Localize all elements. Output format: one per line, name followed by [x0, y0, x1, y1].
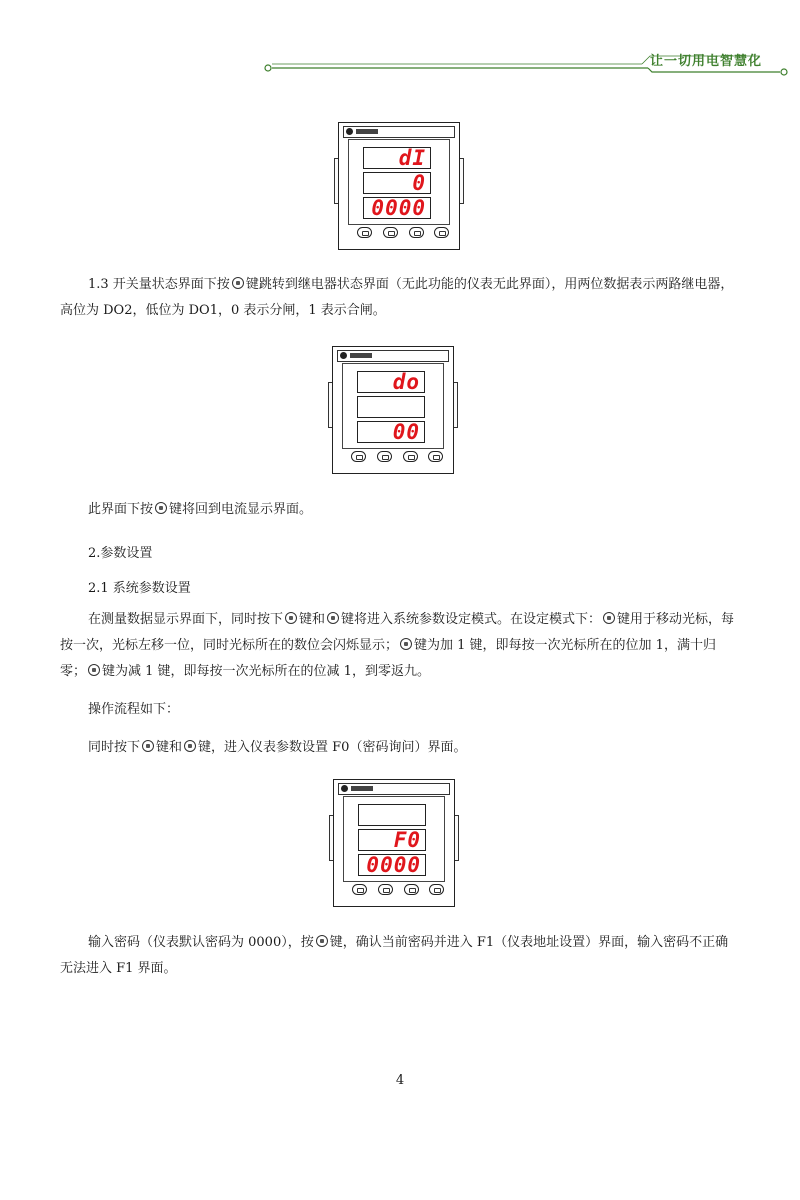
paragraph-relay-status [60, 272, 740, 324]
lcd-row-3: 0000 [358, 854, 426, 876]
paragraph-system-params [60, 607, 740, 685]
lcd-row-2: F0 [358, 829, 426, 851]
up-key-button[interactable] [378, 884, 393, 895]
text-span: 键将回到电流显示界面。 [169, 502, 313, 517]
lcd-row-3: 0000 [363, 197, 431, 219]
brand-text [356, 129, 378, 134]
meter-brand-bar [337, 350, 449, 362]
up-key-icon [383, 888, 390, 893]
left-key-icon [232, 277, 244, 289]
down-key-button[interactable] [403, 451, 418, 462]
left-key-icon [357, 888, 364, 893]
down-key-button[interactable] [409, 227, 424, 238]
meter-di-screen [338, 122, 460, 250]
paragraph-enter-f0 [60, 735, 740, 761]
enter-key-icon [434, 888, 441, 893]
down-key-icon [408, 455, 415, 460]
brand-text [351, 786, 373, 791]
meter-body [332, 346, 454, 474]
up-key-button[interactable] [383, 227, 398, 238]
down-key-button[interactable] [404, 884, 419, 895]
text-span: 键用于移动光标，每按一次，光标左移一位，同时光标所在的数位会闪烁显示； [60, 612, 735, 653]
text-span: 输入密码（仪表默认密码为 0000），按 [88, 935, 314, 950]
up-key-button[interactable] [377, 451, 392, 462]
down-key-icon [88, 664, 100, 676]
section-heading-2: 2.参数设置 [88, 546, 153, 561]
text-span: 在测量数据显示界面下，同时按下 [88, 612, 284, 627]
section-heading-2-1: 2.1 系统参数设置 [88, 581, 191, 596]
text-span: 键将进入系统参数设定模式。在设定模式下： [341, 612, 602, 627]
meter-do-screen [332, 346, 454, 474]
brand-logo-icon [346, 128, 353, 135]
enter-key-icon [155, 502, 167, 514]
meter-f0-screen [333, 779, 455, 907]
left-key-icon [603, 612, 615, 624]
left-key-button[interactable] [352, 884, 367, 895]
text-span: 1.3 开关量状态界面下按 [88, 277, 230, 292]
enter-key-icon [184, 740, 196, 752]
up-key-icon [388, 231, 395, 236]
lcd-row-1 [358, 804, 426, 826]
left-key-icon [285, 612, 297, 624]
lcd-row-1: dI [363, 147, 431, 169]
text-span: 键，进入仪表参数设置 F0（密码询问）界面。 [198, 740, 467, 755]
text-span: 键，确认当前密码并进入 F1（仪表地址设置）界面，输入密码不正确无法进入 F1 界面。 [60, 935, 729, 976]
left-key-icon [362, 231, 369, 236]
enter-key-button[interactable] [429, 884, 444, 895]
enter-key-button[interactable] [434, 227, 449, 238]
paragraph-procedure: 操作流程如下： [88, 702, 180, 717]
up-key-icon [400, 638, 412, 650]
up-key-icon [382, 455, 389, 460]
meter-body [333, 779, 455, 907]
text-span: 键跳转到继电器状态界面（无此功能的仪表无此界面），用两位数据表示两路继电器，高位为 DO2，低位为 DO1，0 表示分闸，1 表示合闸。 [60, 277, 734, 318]
text-span: 键和 [156, 740, 183, 755]
brand-logo-icon [340, 352, 347, 359]
enter-key-icon [433, 455, 440, 460]
text-span: 此界面下按 [88, 502, 154, 517]
text-span: 键为减 1 键，即每按一次光标所在的位减 1，到零返九。 [102, 664, 430, 679]
lcd-row-2: 0 [363, 172, 431, 194]
header-slogan: 让一切用电智慧化 [649, 54, 762, 69]
enter-key-icon [316, 935, 328, 947]
left-key-icon [356, 455, 363, 460]
text-span: 同时按下 [88, 740, 141, 755]
paragraph-return [60, 497, 740, 523]
lcd-row-1: do [357, 371, 425, 393]
left-key-icon [142, 740, 154, 752]
lcd-row-2 [357, 396, 425, 418]
enter-key-icon [327, 612, 339, 624]
brand-text [350, 353, 372, 358]
left-key-button[interactable] [357, 227, 372, 238]
enter-key-icon [439, 231, 446, 236]
lcd-row-3: 00 [357, 421, 425, 443]
page-number: 4 [395, 1073, 405, 1088]
brand-logo-icon [341, 785, 348, 792]
meter-brand-bar [343, 126, 455, 138]
down-key-icon [409, 888, 416, 893]
down-key-icon [414, 231, 421, 236]
meter-brand-bar [338, 783, 450, 795]
meter-body [338, 122, 460, 250]
enter-key-button[interactable] [428, 451, 443, 462]
left-key-button[interactable] [351, 451, 366, 462]
text-span: 键为加 1 键，即每按一次光标所在的位加 1，满十归零； [60, 638, 716, 679]
text-span: 键和 [299, 612, 326, 627]
paragraph-password [60, 930, 740, 982]
